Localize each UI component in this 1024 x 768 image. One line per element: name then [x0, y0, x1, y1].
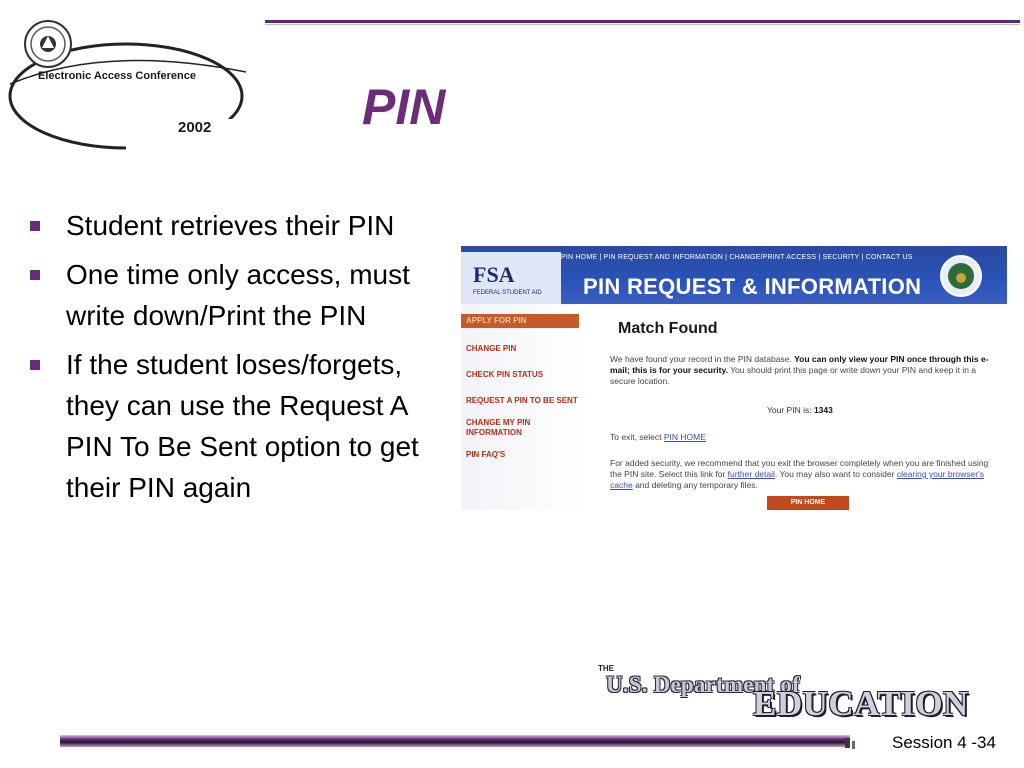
clear-cache-link[interactable]: clearing your browser's cache	[610, 469, 984, 490]
conference-logo	[6, 14, 258, 154]
ed-logo-department: U.S. Department of	[606, 672, 800, 697]
bullet-square-icon	[30, 360, 40, 370]
pin-site-screenshot	[461, 246, 1007, 510]
match-paragraph: We have found your record in the PIN database. You can only view your PIN once through this e-mail; this is for your security. You should print this page or write down your PIN and keep it in a secure location.	[610, 354, 989, 386]
bullet-item: One time only access, must write down/Print the PIN	[30, 254, 440, 336]
site-header	[461, 246, 1007, 304]
top-divider-shadow	[265, 24, 1020, 25]
bottom-divider-tick	[845, 738, 850, 748]
pin-value-line: Your PIN is: 1343	[767, 405, 833, 415]
sidebar-item-check-status[interactable]: CHECK PIN STATUS	[466, 370, 544, 379]
ed-logo-education: EDUCATION	[753, 684, 969, 723]
sidebar-item-faqs[interactable]: PIN FAQ'S	[466, 450, 506, 459]
ed-logo-the: THE	[598, 664, 614, 673]
sidebar-item-request-pin[interactable]: REQUEST A PIN TO BE SENT	[466, 396, 578, 405]
sidebar-item-change-info[interactable]: CHANGE MY PIN INFORMATION	[466, 418, 531, 437]
fsa-logo-box	[461, 252, 561, 304]
conference-year: 2002	[178, 119, 212, 136]
sidebar-item-change-pin[interactable]: CHANGE PIN	[466, 344, 517, 353]
bullet-square-icon	[30, 270, 40, 280]
fsa-subtitle: FEDERAL STUDENT AID	[473, 290, 542, 296]
exit-line: To exit, select PIN HOME	[610, 432, 706, 442]
pin-home-button[interactable]: PIN HOME	[767, 496, 849, 510]
site-sidebar	[461, 304, 583, 510]
bullet-item: If the student loses/forgets, they can use the Request A PIN To Be Sent option to get their PIN again	[30, 344, 440, 508]
bullet-list	[30, 205, 440, 516]
pin-value: 1343	[813, 405, 833, 415]
security-paragraph: For added security, we recommend that you exit the browser completely when you are finished using the PIN site. Select this link for further detail. You may also want to consider clearing your browser's cache and deleting any temporary files.	[610, 458, 989, 490]
site-banner: PIN REQUEST & INFORMATION	[583, 274, 922, 299]
conference-name: Electronic Access Conference	[38, 70, 196, 82]
top-divider	[265, 20, 1020, 23]
match-found-heading: Match Found	[618, 320, 718, 337]
sidebar-item-apply[interactable]: APPLY FOR PIN	[461, 314, 579, 328]
bullet-square-icon	[30, 221, 40, 231]
bottom-divider-tick	[852, 741, 855, 749]
site-nav: PIN HOME | PIN REQUEST AND INFORMATION | CHANGE/PRINT ACCESS | SECURITY | CONTACT US	[561, 254, 913, 261]
session-footer: Session 4 -34	[892, 733, 996, 752]
pin-home-link[interactable]: PIN HOME	[663, 432, 706, 442]
fsa-logo: FSA	[473, 262, 515, 287]
dept-seal-icon	[939, 254, 983, 298]
bullet-item: Student retrieves their PIN	[30, 205, 440, 246]
bottom-divider	[60, 735, 850, 747]
slide-title: PIN	[362, 79, 446, 135]
further-detail-link[interactable]: further detail	[727, 469, 775, 479]
